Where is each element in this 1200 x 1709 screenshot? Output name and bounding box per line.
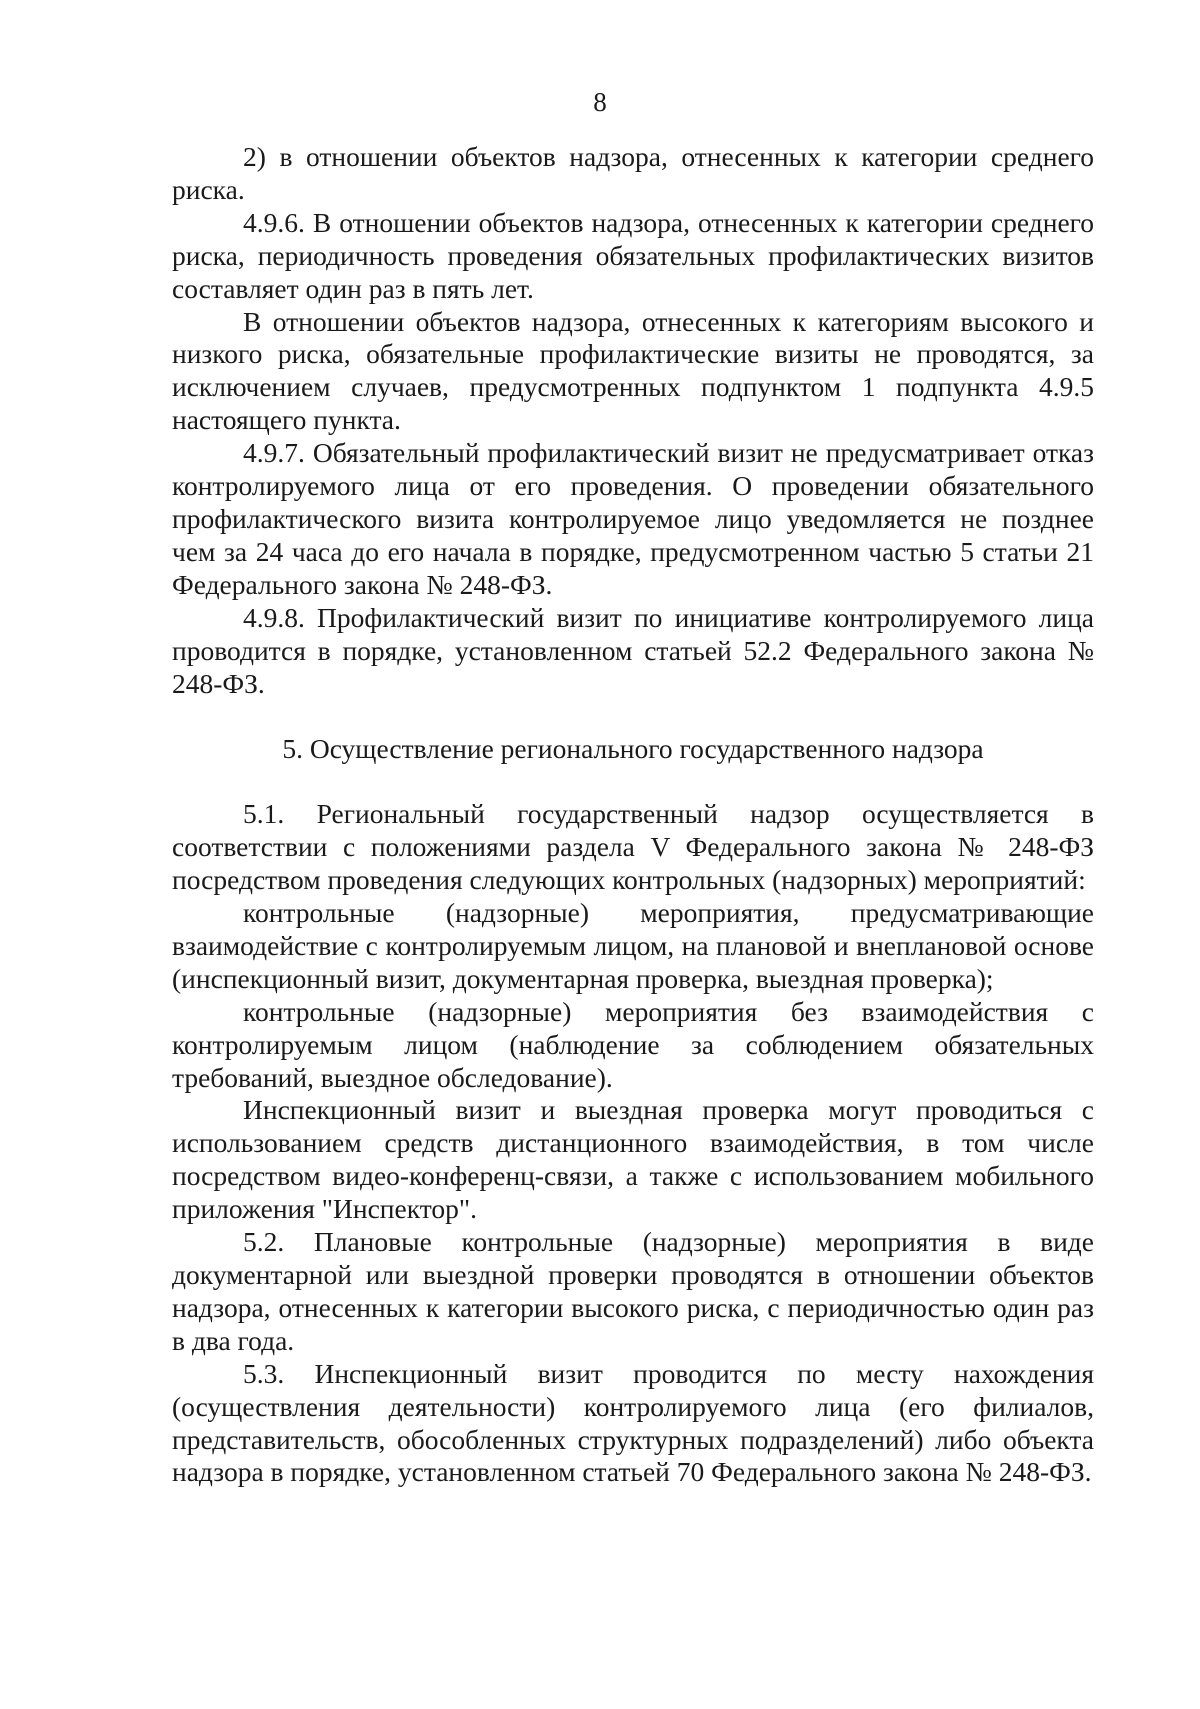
paragraph: 5.2. Плановые контрольные (надзорные) мероприятия в виде документарной или выездной проверки проводятся в отношении объектов надзора, отнесенных к категории высокого риска, с периодичностью один раз в два года. bbox=[172, 1226, 1094, 1356]
paragraph: 5.3. Инспекционный визит проводится по месту нахождения (осуществления деятельности) контролируемого лица (его филиалов, представительств, обособленных структурных подразделений) либо объекта надзора в порядке, установленном статьей 70 Федерального закона № 248-ФЗ. bbox=[172, 1357, 1094, 1488]
paragraph: В отношении объектов надзора, отнесенных к категориям высокого и низкого риска, обязательные профилактические визиты не проводятся, за исключением случаев, предусмотренных подпунктом 1 подпункта 4.9.5 настоящего пункта. bbox=[172, 305, 1094, 436]
paragraph: 5.1. Региональный государственный надзор осуществляется в соответствии с положениями раздела V Федерального закона № 248-ФЗ посредством проведения следующих контрольных (надзорных) мероприятий: bbox=[172, 798, 1094, 896]
paragraph: Инспекционный визит и выездная проверка могут проводиться с использованием средств дистанционного взаимодействия, в том числе посредством видео-конференц-связи, а также с использованием мобильного приложения "Инспектор". bbox=[172, 1094, 1094, 1225]
section-heading: 5. Осуществление регионального государственного надзора bbox=[282, 733, 984, 765]
paragraph: 4.9.8. Профилактический визит по инициативе контролируемого лица проводится в порядке, установленном статьей 52.2 Федерального закона № 248-ФЗ. bbox=[172, 601, 1094, 699]
page-number: 8 bbox=[593, 87, 607, 117]
document-body bbox=[172, 141, 1094, 1489]
paragraph: 4.9.7. Обязательный профилактический визит не предусматривает отказ контролируемого лица от его проведения. О проведении обязательного профилактического визита контролируемое лицо уведомляется не позднее чем за 24 часа до его начала в порядке, предусмотренном частью 5 статьи 21 Федерального закона № 248-ФЗ. bbox=[172, 437, 1094, 600]
paragraph: контрольные (надзорные) мероприятия без взаимодействия с контролируемым лицом (наблюдение за соблюдением обязательных требований, выездное обследование). bbox=[172, 995, 1094, 1093]
paragraph: 2) в отношении объектов надзора, отнесенных к категории среднего риска. bbox=[172, 141, 1094, 205]
paragraph: контрольные (надзорные) мероприятия, предусматривающие взаимодействие с контролируемым лицом, на плановой и внеплановой основе (инспекционный визит, документарная проверка, выездная проверка); bbox=[172, 897, 1094, 994]
paragraph: 4.9.6. В отношении объектов надзора, отнесенных к категории среднего риска, периодичность проведения обязательных профилактических визитов составляет один раз в пять лет. bbox=[172, 206, 1094, 304]
